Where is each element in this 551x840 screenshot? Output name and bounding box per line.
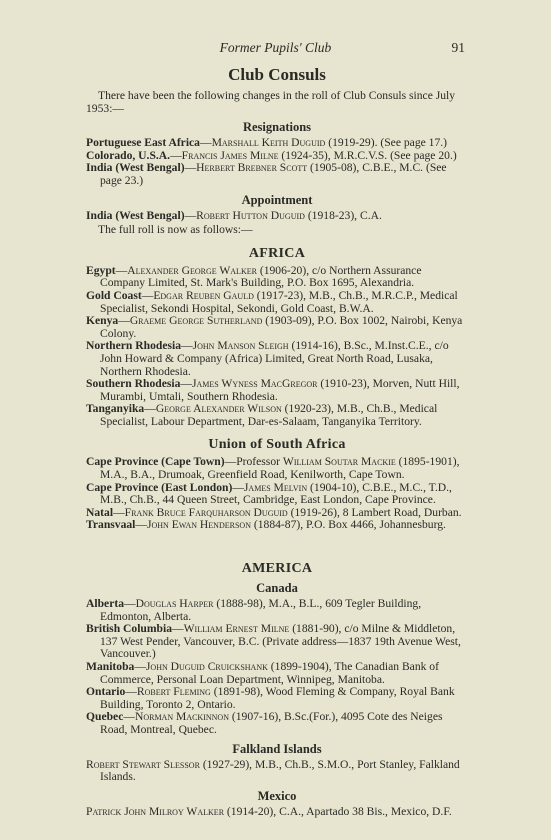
- consul-name: Graeme George Sutherland: [129, 314, 263, 328]
- consul-name: James Wyness MacGregor: [191, 377, 318, 391]
- consul-details: (1914-16), B.Sc., M.Inst.C.E., c/o John Howard & Company (Africa) Limited, Great North Road, Lusaka, Northern Rhodesia.: [100, 339, 449, 378]
- consul-details: (1919-29). (See page 17.): [325, 136, 448, 150]
- consul-entry: Cape Province (Cape Town)—Professor William Soutar Mackie (1895-1901), M.A., B.A., Drumoak, Greenfield Road, Kenilworth, Cape Town.: [86, 455, 460, 482]
- consul-name: William Soutar Mackie: [282, 455, 396, 469]
- consul-name: Robert Hutton Duguid: [196, 208, 305, 222]
- america-heading: AMERICA: [241, 561, 313, 577]
- consul-place: Tanganyika: [86, 402, 145, 416]
- page-content: [86, 64, 468, 818]
- consul-place: Gold Coast: [86, 288, 142, 302]
- consul-details: (1906-20), c/o Northern Assurance Company Limited, St. Mark's Building, P.O. Box 1695, Alexandria.: [100, 263, 422, 290]
- consul-place: Kenya: [86, 314, 119, 328]
- consul-place: Colorado, U.S.A.: [86, 148, 171, 162]
- canada-heading: Canada: [256, 581, 298, 596]
- africa-list: [86, 265, 468, 429]
- consul-details: (1895-1901), M.A., B.A., Drumoak, Greenfield Road, Kenilworth, Cape Town.: [100, 455, 460, 482]
- consul-details: (1924-35), M.R.C.V.S. (See page 20.): [278, 148, 457, 162]
- consul-place: India (West Bengal): [86, 208, 185, 222]
- falkland-heading: Falkland Islands: [232, 741, 322, 756]
- consul-details: (1918-23), C.A.: [304, 208, 382, 222]
- consul-details: (1903-09), P.O. Box 1002, Nairobi, Kenya Colony.: [100, 314, 463, 340]
- consul-name: Frank Bruce Farquharson Duguid: [124, 505, 288, 519]
- consul-entry: Tanganyika—George Alexander Wilson (1920-23), M.B., Ch.B., Medical Specialist, Labour Department, Dar-es-Salaam, Tanganyika Territory.: [86, 402, 438, 428]
- consul-details: (1904-10), C.B.E., M.C., T.D., M.B., Ch.B., 44 Queen Street, Cambridge, East London, Cape Province.: [100, 480, 452, 507]
- consul-place: Alberta: [86, 597, 124, 611]
- consul-name: Marshall Keith Duguid: [211, 136, 326, 150]
- appointment-heading: Appointment: [241, 192, 313, 207]
- consul-entry: Portuguese East Africa—Marshall Keith Duguid (1919-29). (See page 17.): [86, 136, 448, 150]
- consul-name: Douglas Harper: [135, 597, 214, 611]
- consul-name: John Manson Sleigh: [192, 339, 289, 353]
- consul-place: British Columbia: [86, 622, 173, 636]
- consul-entry: Ontario—Robert Fleming (1891-98), Wood Fleming & Company, Royal Bank Building, Toronto 2, Ontario.: [86, 685, 455, 711]
- consul-entry: [86, 806, 468, 819]
- consul-place: Quebec: [86, 710, 124, 724]
- consul-details: (1910-23), Morven, Nutt Hill, Murambi, Umtali, Southern Rhodesia.: [100, 377, 460, 403]
- page-number: 91: [451, 40, 465, 55]
- consul-entry: Cape Province (East London)—James Melvin (1904-10), C.B.E., M.C., T.D., M.B., Ch.B., 44 Queen Street, Cambridge, East London, Cape Province.: [86, 480, 452, 507]
- consul-entry: Northern Rhodesia—John Manson Sleigh (1914-16), B.Sc., M.Inst.C.E., c/o John Howard & Company (Africa) Limited, Great North Road, Lusaka, Northern Rhodesia.: [86, 339, 449, 378]
- consul-place: Portuguese East Africa: [86, 136, 200, 150]
- consul-entry: Colorado, U.S.A.—Francis James Milne (1924-35), M.R.C.V.S. (See page 20.): [86, 148, 457, 162]
- consul-details: (1891-98), Wood Fleming & Company, Royal Bank Building, Toronto 2, Ontario.: [100, 685, 455, 711]
- consul-entry: Southern Rhodesia—James Wyness MacGregor (1910-23), Morven, Nutt Hill, Murambi, Umtali, Southern Rhodesia.: [86, 377, 460, 403]
- consul-name: Norman Mackinnon: [134, 710, 229, 724]
- south-africa-heading: Union of South Africa: [208, 437, 346, 453]
- consul-details: (1914-20), C.A., Apartado 38 Bis., Mexico, D.F.: [224, 804, 452, 818]
- consul-entry: [86, 759, 468, 784]
- consul-name: Robert Fleming: [136, 685, 211, 699]
- consul-entry: India (West Bengal)—Robert Hutton Duguid (1918-23), C.A.: [86, 208, 382, 222]
- running-title: Former Pupils' Club: [219, 40, 332, 55]
- running-header: [0, 38, 551, 58]
- consul-entry: India (West Bengal)—Herbert Brebner Scott (1905-08), C.B.E., M.C. (See page 23.): [86, 161, 447, 187]
- consul-details: (1907-16), B.Sc.(For.), 4095 Cote des Neiges Road, Montreal, Quebec.: [100, 710, 443, 736]
- africa-heading: AFRICA: [248, 245, 306, 261]
- consul-entry: Quebec—Norman Mackinnon (1907-16), B.Sc.(For.), 4095 Cote des Neiges Road, Montreal, Quebec.: [86, 710, 443, 736]
- consul-entry: Transvaal—John Ewan Henderson (1884-87), P.O. Box 4466, Johannesburg.: [86, 518, 446, 532]
- consul-entry: Egypt—Alexander George Walker (1906-20), c/o Northern Assurance Company Limited, St. Mark's Building, P.O. Box 1695, Alexandria.: [86, 263, 422, 290]
- consul-details: (1905-08), C.B.E., M.C. (See page 23.): [100, 161, 447, 187]
- consul-details: (1917-23), M.B., Ch.B., M.R.C.P., Medical Specialist, Sekondi Hospital, Sekondi, Gold Coast, B.W.A.: [100, 288, 458, 315]
- consul-place: Southern Rhodesia: [86, 377, 181, 391]
- consul-details: (1888-98), M.A., B.L., 609 Tegler Building, Edmonton, Alberta.: [100, 597, 422, 623]
- mexico-list: [86, 806, 468, 819]
- consul-details: (1919-26), 8 Lambert Road, Durban.: [287, 505, 462, 519]
- consul-place: Transvaal: [86, 518, 136, 532]
- mexico-heading: Mexico: [257, 788, 297, 803]
- consul-name: Francis James Milne: [181, 148, 279, 162]
- consul-entry: Natal—Frank Bruce Farquharson Duguid (1919-26), 8 Lambert Road, Durban.: [86, 505, 462, 519]
- full-roll-text: The full roll is now as follows:—: [98, 223, 253, 237]
- consul-name: John Duguid Cruickshank: [145, 660, 268, 673]
- consul-title: Professor: [236, 455, 283, 469]
- consul-place: India (West Bengal): [86, 161, 185, 175]
- consul-name: James Melvin: [243, 480, 308, 494]
- consul-name: Robert Stewart Slessor: [86, 757, 200, 771]
- consul-entry: British Columbia—William Ernest Milne (1881-90), c/o Milne & Middleton, 137 West Pender, Vancouver, B.C. (Private address—1837 19th Avenue West, Vancouver.): [86, 622, 461, 661]
- consul-name: John Ewan Henderson: [146, 518, 251, 532]
- resignations-list: [86, 137, 468, 187]
- consul-place: Egypt: [86, 263, 116, 277]
- consul-place: Cape Province (Cape Town): [86, 455, 225, 469]
- consul-name: Edgar Reuben Gauld: [153, 288, 254, 302]
- consul-name: George Alexander Wilson: [155, 402, 282, 416]
- consul-place: Cape Province (East London): [86, 480, 233, 494]
- consul-entry: Alberta—Douglas Harper (1888-98), M.A., B.L., 609 Tegler Building, Edmonton, Alberta.: [86, 597, 422, 623]
- consul-place: Manitoba: [86, 660, 135, 673]
- canada-list: [86, 598, 468, 737]
- consul-name: William Ernest Milne: [183, 622, 290, 636]
- consul-details: (1899-1904), The Canadian Bank of Commerce, Personal Loan Department, Winnipeg, Manitoba.: [100, 660, 439, 686]
- intro-paragraph: There have been the following changes in the roll of Club Consuls since July 1953:—: [86, 89, 456, 115]
- consul-details: (1927-29), M.B., Ch.B., S.M.O., Port Stanley, Falkland Islands.: [100, 757, 460, 784]
- consul-name: Patrick John Milroy Walker: [86, 804, 225, 818]
- consul-name: Herbert Brebner Scott: [196, 161, 308, 175]
- consul-name: Alexander George Walker: [127, 263, 257, 277]
- consul-place: Natal: [86, 505, 114, 519]
- resignations-heading: Resignations: [242, 120, 312, 135]
- consul-details: (1884-87), P.O. Box 4466, Johannesburg.: [250, 518, 446, 532]
- appointment-list: [86, 210, 468, 223]
- consul-place: Ontario: [86, 685, 126, 699]
- falkland-list: [86, 759, 468, 784]
- consul-entry: Manitoba—John Duguid Cruickshank (1899-1904), The Canadian Bank of Commerce, Personal Loan Department, Winnipeg, Manitoba.: [86, 660, 439, 686]
- consul-entry: Kenya—Graeme George Sutherland (1903-09), P.O. Box 1002, Nairobi, Kenya Colony.: [86, 314, 463, 340]
- south-africa-list: [86, 456, 468, 532]
- consul-details: (1881-90), c/o Milne & Middleton, 137 West Pender, Vancouver, B.C. (Private address—1837 19th Avenue West, Vancouver.): [100, 622, 461, 661]
- consul-entry: Gold Coast—Edgar Reuben Gauld (1917-23), M.B., Ch.B., M.R.C.P., Medical Specialist, Sekondi Hospital, Sekondi, Gold Coast, B.W.A.: [86, 288, 458, 315]
- consul-place: Northern Rhodesia: [86, 339, 182, 353]
- page-title: Club Consuls: [228, 65, 326, 84]
- consul-details: (1920-23), M.B., Ch.B., Medical Specialist, Labour Department, Dar-es-Salaam, Tanganyika Territory.: [100, 402, 438, 428]
